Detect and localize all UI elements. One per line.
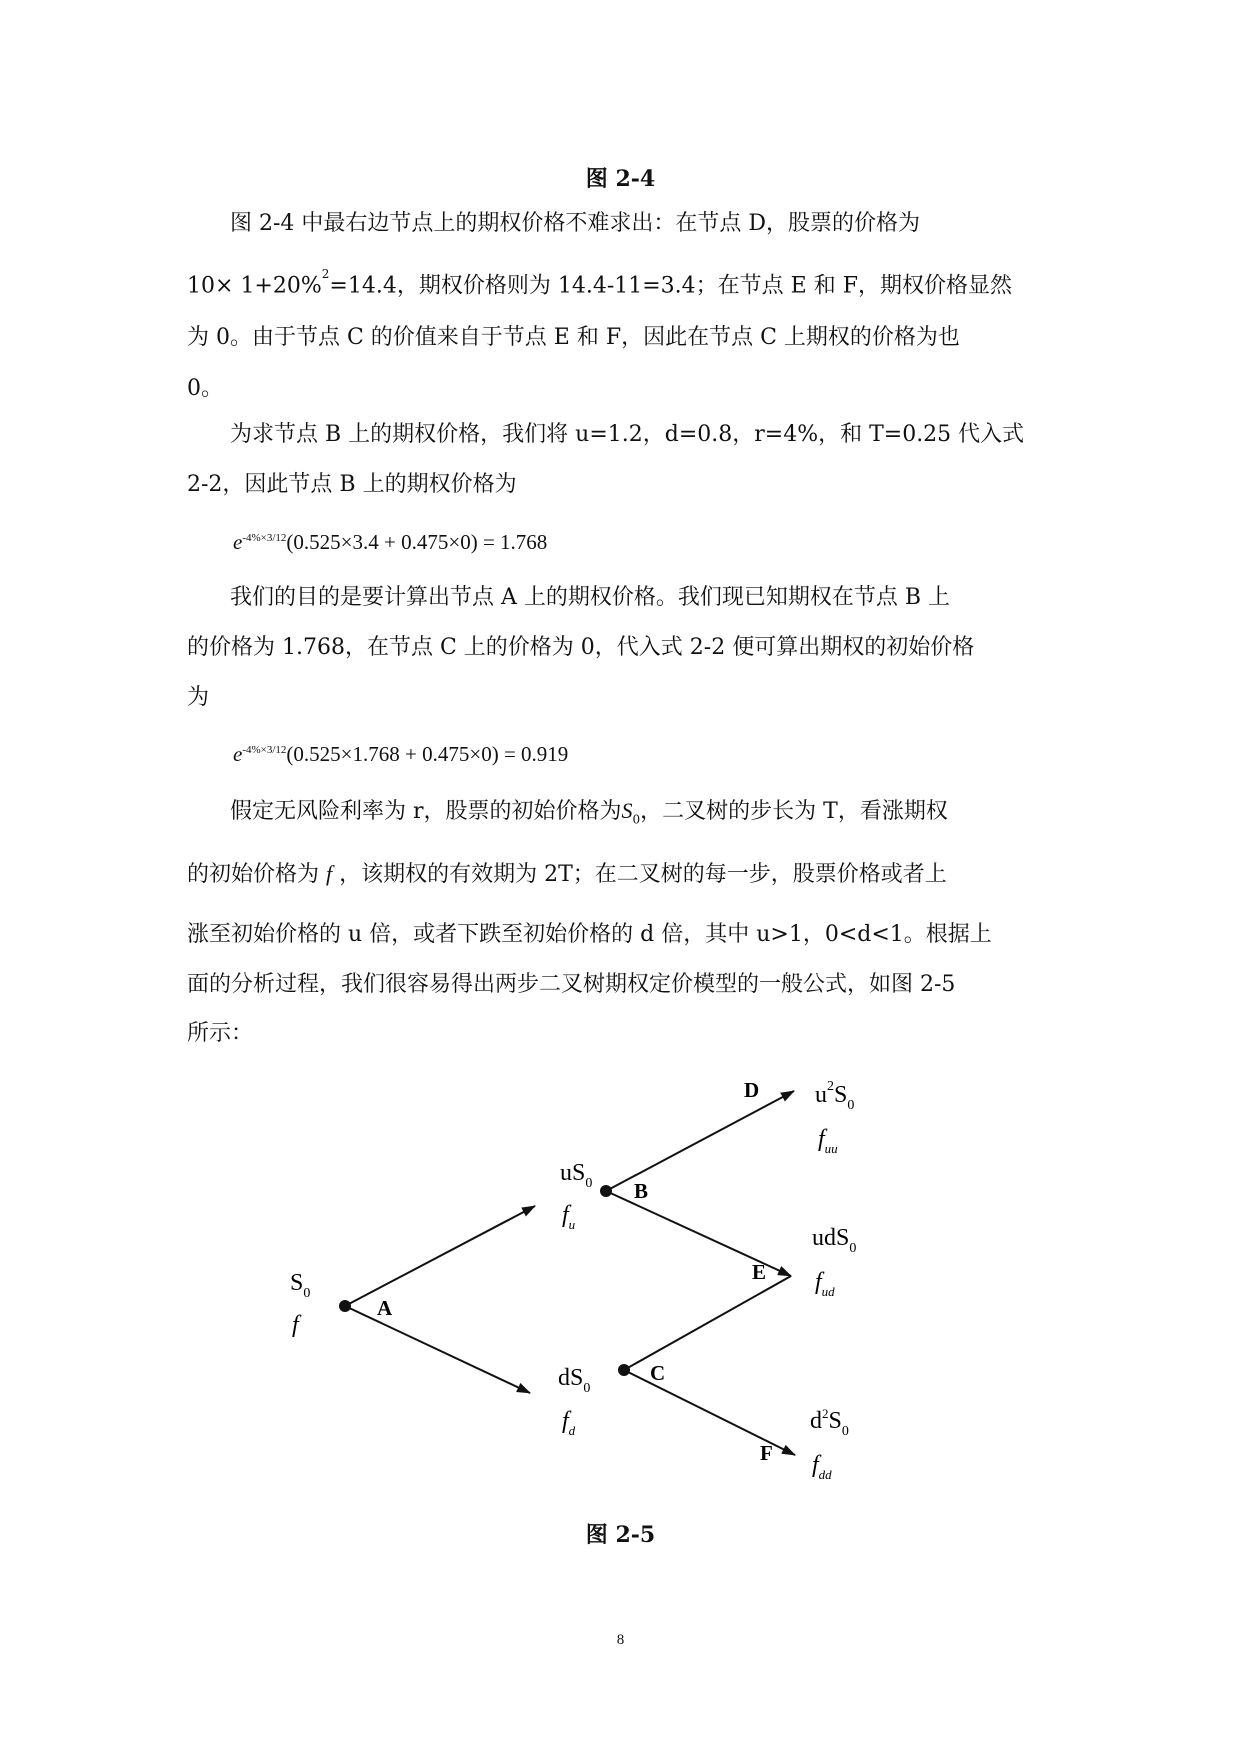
node-e-price: udS$_0$	[812, 1225, 857, 1256]
node-b-price: $uS_0$	[560, 1160, 593, 1191]
paragraph4-line3: 涨至初始价格的 u 倍，或者下跌至初始价格的 d 倍，其中 u>1，0<d<1。根据上	[187, 922, 992, 947]
formula-node-b: $e^{-4\%\times 3/12}(0.525\times 3.4 + 0.475\times 0) = 1.768$	[233, 530, 548, 554]
paragraph3-line3: 为	[187, 685, 210, 710]
node-c-label: C	[650, 1361, 666, 1385]
node-c-price: $dS_0$	[558, 1365, 591, 1396]
node-d-price: $u^2S_0$	[815, 1079, 855, 1113]
paragraph4-line4: 面的分析过程，我们很容易得出两步二叉树期权定价模型的一般公式，如图 2-5	[187, 972, 956, 997]
paragraph4-line2: 的初始价格为 f ，该期权的有效期为 2T；在二叉树的每一步，股票价格或者上	[187, 861, 947, 887]
node-d-label: D	[744, 1078, 760, 1102]
page-number: 8	[616, 1632, 625, 1648]
paragraph4-line1: 假定无风险利率为 r，股票的初始价格为$S_0$，二叉树的步长为 T，看涨期权	[230, 798, 948, 827]
node-f-label: F	[760, 1441, 773, 1465]
node-a-option: f	[292, 1312, 299, 1338]
paragraph2-line2: 2-2，因此节点 B 上的期权价格为	[187, 472, 517, 497]
node-e-option: $f_{ud}$	[815, 1269, 835, 1299]
formula-node-a: $e^{-4\%\times 3/12}(0.525\times 1.768 + 0.475\times 0) = 0.919$	[233, 742, 569, 766]
node-a-label: A	[377, 1296, 393, 1320]
paragraph4-line5: 所示：	[187, 1021, 254, 1046]
paragraph2-line1: 为求节点 B 上的期权价格，我们将 u=1.2，d=0.8，r=4%，和 T=0.25 代入式	[230, 422, 1025, 447]
figure-caption-2-4: 图 2-4	[585, 166, 656, 192]
node-a-dot	[339, 1300, 351, 1312]
paragraph3-line1: 我们的目的是要计算出节点 A 上的期权价格。我们现已知期权在节点 B 上	[230, 585, 951, 610]
edge-b-to-d	[606, 1091, 794, 1191]
figure-caption-2-5: 图 2-5	[585, 1522, 656, 1548]
node-e-label: E	[752, 1260, 767, 1284]
paragraph1-line1: 图 2-4 中最右边节点上的期权价格不难求出：在节点 D，股票的价格为	[230, 211, 921, 236]
node-b-label: B	[634, 1179, 649, 1203]
paragraph1-line4: 0。	[187, 376, 223, 401]
node-b-dot	[600, 1185, 612, 1197]
node-c-option: $f_d$	[562, 1408, 576, 1438]
node-f-price: $d^2S_0$	[810, 1406, 849, 1439]
node-b-option: $f_u$	[562, 1202, 576, 1232]
edge-a-to-c	[345, 1306, 530, 1393]
paragraph3-line2: 的价格为 1.768，在节点 C 上的价格为 0，代入式 2-2 便可算出期权的初始价格	[187, 635, 975, 660]
paragraph1-line3: 为 0。由于节点 C 的价值来自于节点 E 和 F，因此在节点 C 上期权的价格为也	[187, 325, 960, 350]
node-f-option: $f_{dd}$	[812, 1452, 832, 1482]
node-a-price: $S_0$	[290, 1270, 311, 1301]
node-d-option: $f_{uu}$	[818, 1126, 838, 1156]
paragraph1-line2: 10× 1+20%$^2$=14.4，期权价格则为 14.4-11=3.4；在节点 E 和 F，期权价格显然	[187, 267, 1012, 299]
edge-c-to-e	[624, 1276, 791, 1370]
edge-a-to-b	[345, 1206, 535, 1306]
node-c-dot	[618, 1364, 630, 1376]
